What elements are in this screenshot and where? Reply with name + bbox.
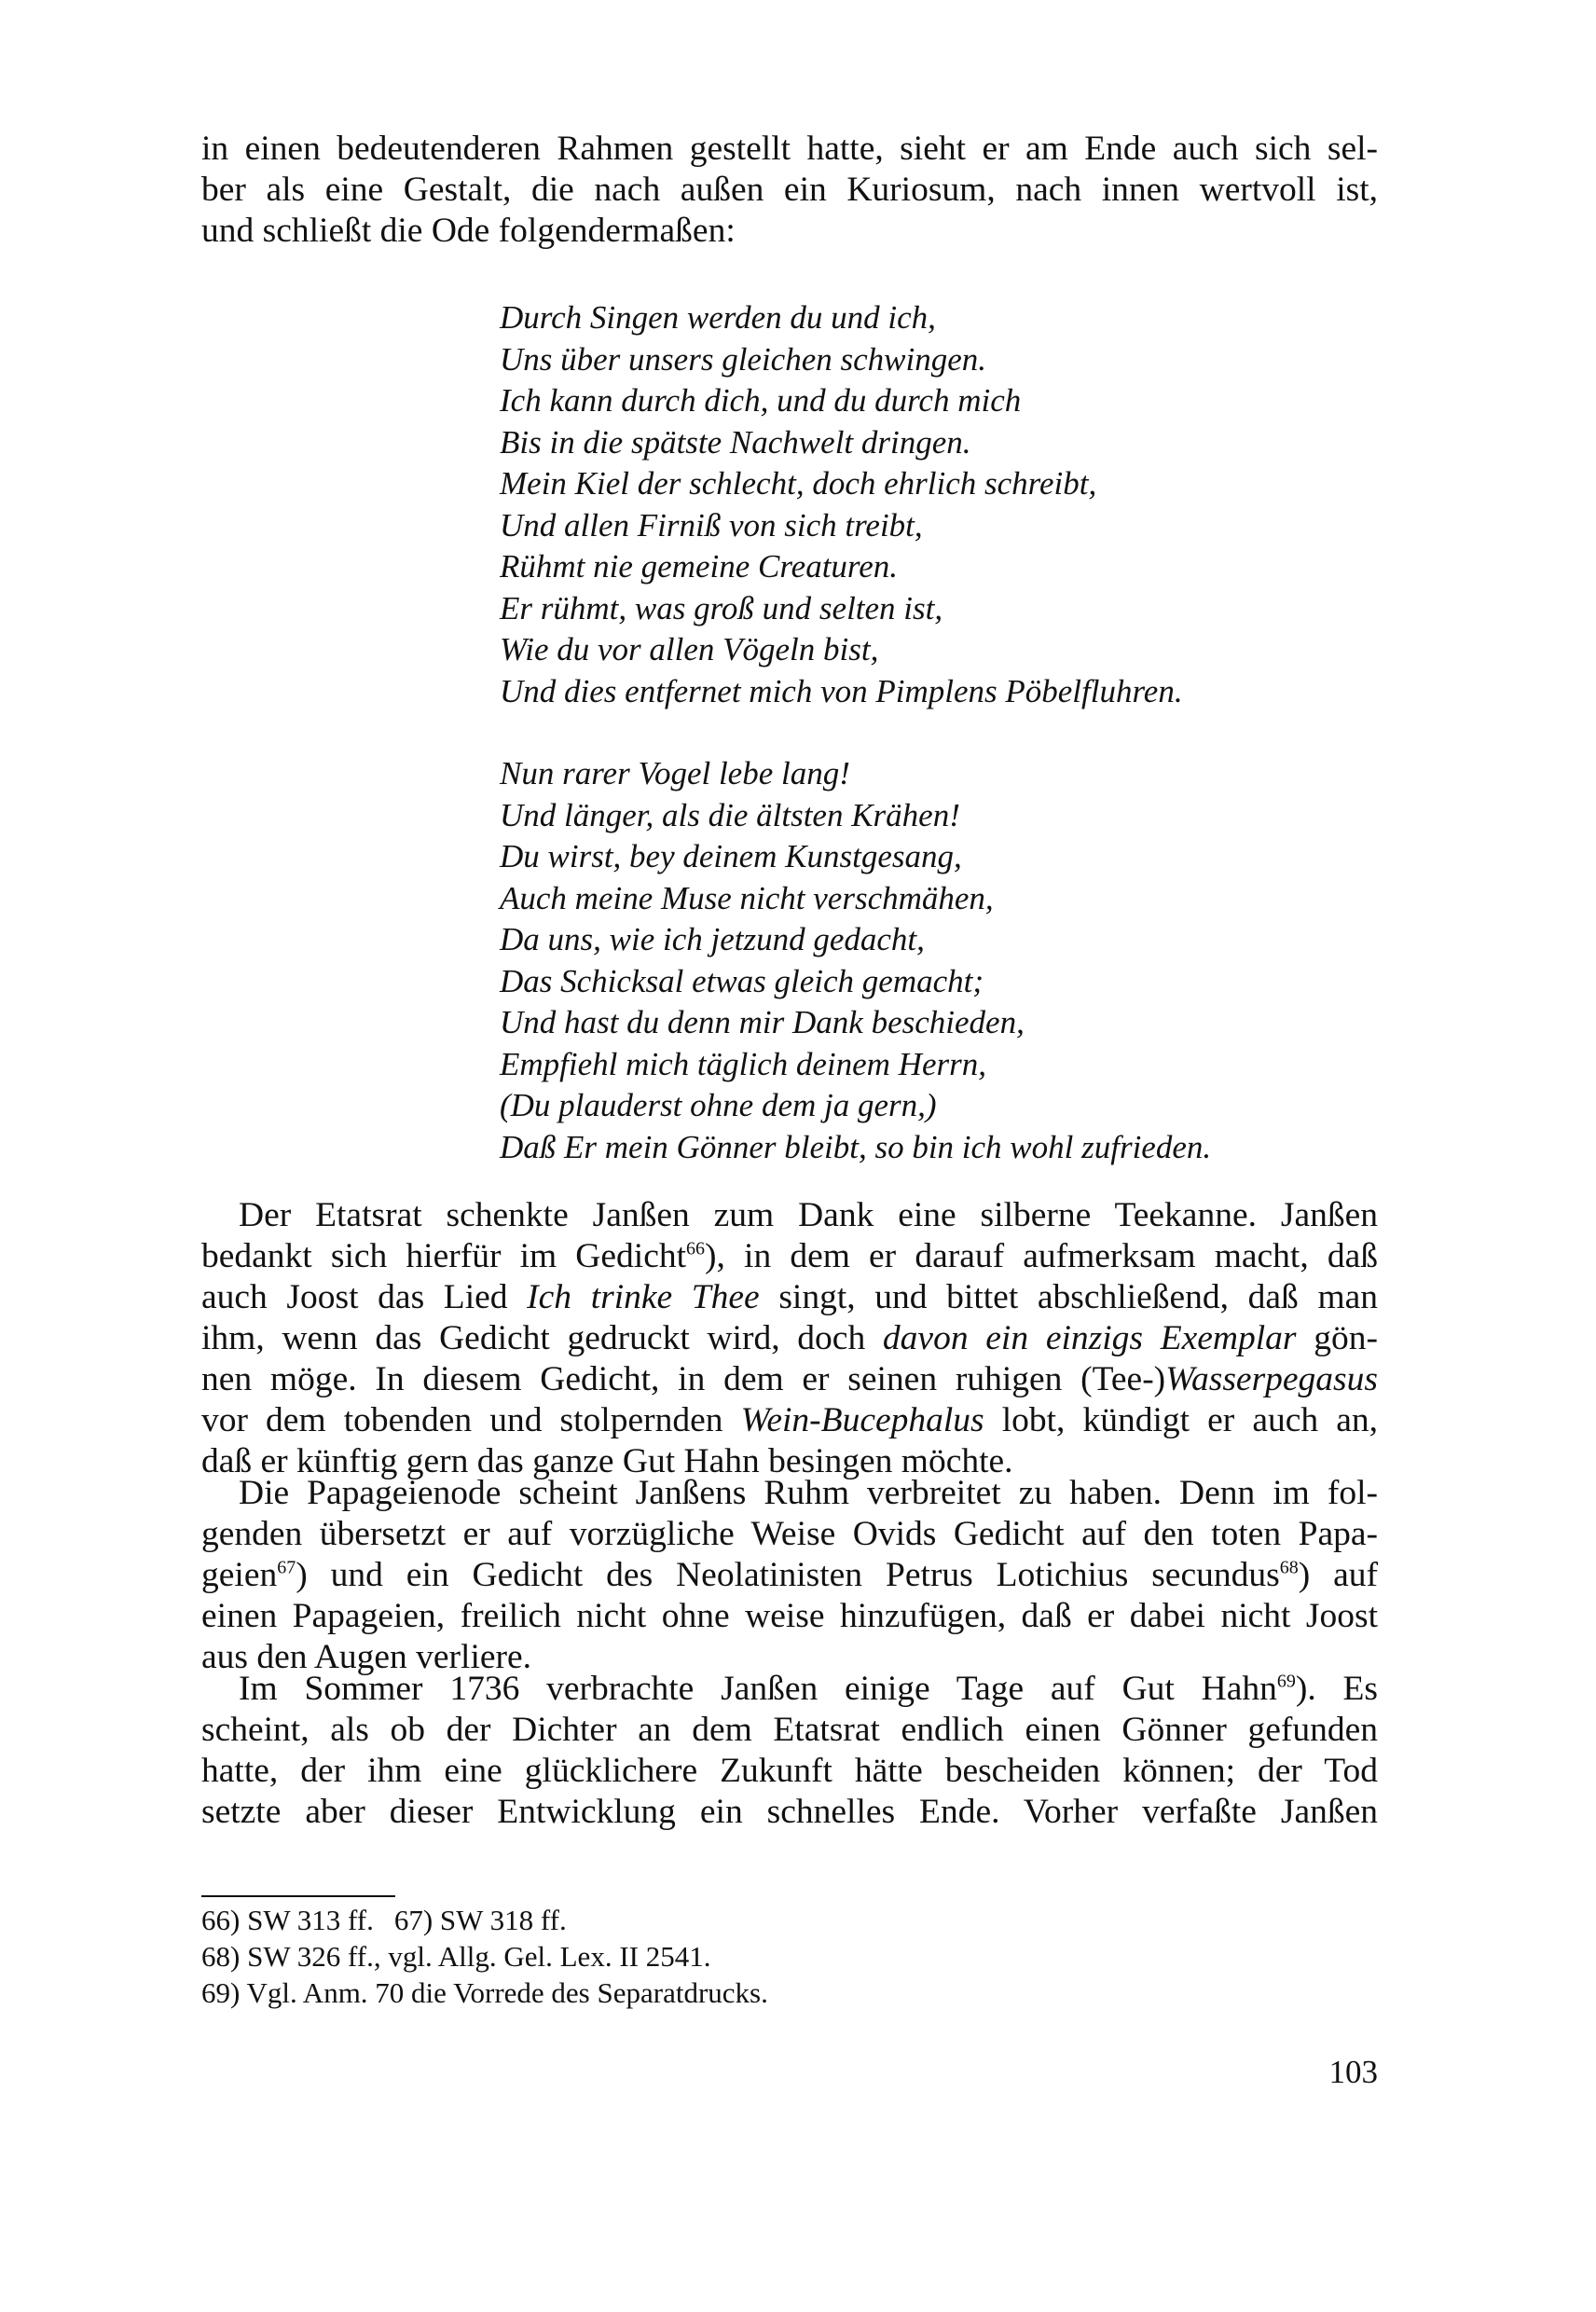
text-line: und schließt die Ode folgendermaßen: <box>201 212 736 250</box>
footnotes <box>201 1902 768 2011</box>
poem-line: Ich kann durch dich, und du durch mich <box>500 382 1022 419</box>
text-line: daß er künftig gern das ganze Gut Hahn besingen möchte. <box>201 1442 1013 1480</box>
text-line <box>201 1555 1378 1596</box>
footnote-ref: 69 <box>1276 1671 1296 1692</box>
footnote-ref: 66 <box>686 1238 706 1259</box>
text-run: ), in dem er darauf aufmerksam macht, daß <box>705 1237 1378 1275</box>
footnote-line <box>201 1902 768 1938</box>
text-run: lobt, kündigt er auch an, <box>984 1401 1378 1439</box>
text-run: vor dem tobenden und stolpernden <box>201 1401 741 1439</box>
poem-stanza-2 <box>500 753 1211 1168</box>
poem-line: Das Schicksal etwas gleich gemacht; <box>500 962 984 999</box>
poem-line: Mein Kiel der schlecht, doch ehrlich schreibt, <box>500 465 1097 502</box>
italic-term: Wasserpegasus <box>1165 1360 1378 1398</box>
poem-line: Und dies entfernet mich von Pimplens Pöbelfluhren. <box>500 672 1183 709</box>
poem-line: Du wirst, bey deinem Kunstgesang, <box>500 838 962 874</box>
text-line <box>201 1236 1378 1277</box>
paragraph-teekanne <box>201 1195 1378 1482</box>
poem-line: Durch Singen werden du und ich, <box>500 299 936 336</box>
poem-line: Und länger, als die ältsten Krähen! <box>500 796 960 833</box>
text-line: hatte, der ihm eine glücklichere Zukunft hätte bescheiden können; der Tod <box>201 1752 1378 1790</box>
text-run: auch Joost das Lied <box>201 1278 528 1316</box>
intro-paragraph <box>201 129 1378 252</box>
footnote-ref: 68 <box>1279 1557 1299 1578</box>
italic-term: Wein-Bucephalus <box>740 1401 984 1439</box>
footnote-divider <box>201 1895 395 1897</box>
text-run: ) und ein Gedicht des Neolatinisten Petrus Lotichius secundus <box>296 1556 1280 1594</box>
footnote-ref: 67 <box>277 1557 296 1578</box>
text-line <box>201 1400 1378 1441</box>
poem-line: Wie du vor allen Vögeln bist, <box>500 631 879 667</box>
text-run: singt, und bittet abschließend, daß man <box>759 1278 1379 1316</box>
text-line: ber als eine Gestalt, die nach außen ein Kuriosum, nach innen wertvoll ist, <box>201 171 1378 209</box>
poem-line: (Du plauderst ohne dem ja gern,) <box>500 1087 937 1123</box>
text-line: in einen bedeutenderen Rahmen gestellt hatte, sieht er am Ende auch sich sel- <box>201 130 1378 168</box>
poem-line: Er rühmt, was groß und selten ist, <box>500 589 943 626</box>
text-line <box>201 1669 1378 1710</box>
text-run: Im Sommer 1736 verbrachte Janßen einige Tage auf Gut Hahn <box>239 1670 1277 1708</box>
text-run: ). Es <box>1295 1670 1378 1708</box>
poem-line: Uns über unsers gleichen schwingen. <box>500 340 987 378</box>
text-line <box>201 1277 1378 1318</box>
footnote-69: 69) Vgl. Anm. 70 die Vorrede des Separatdrucks. <box>201 1976 768 2009</box>
poem-line: Und hast du denn mir Dank beschieden, <box>500 1004 1025 1040</box>
text-line: Der Etatsrat schenkte Janßen zum Dank eine silberne Teekanne. Janßen <box>239 1196 1378 1234</box>
page-number: 103 <box>1328 2054 1378 2090</box>
poem-line: Und allen Firniß von sich treibt, <box>500 506 923 544</box>
text-run: geien <box>201 1556 278 1594</box>
text-line: aus den Augen verliere. <box>201 1638 532 1676</box>
text-run: nen möge. In diesem Gedicht, in dem er seinen ruhigen (Tee-) <box>201 1360 1166 1398</box>
italic-quote: davon ein einzigs Exemplar <box>882 1319 1297 1357</box>
text-run: ) auf <box>1298 1556 1378 1594</box>
poem-line: Rühmt nie gemeine Creaturen. <box>500 548 899 585</box>
text-line: einen Papageien, freilich nicht ohne weise hinzufügen, daß er dabei nicht Joost <box>201 1597 1378 1635</box>
text-line: genden übersetzt er auf vorzügliche Weise Ovids Gedicht auf den toten Papa- <box>201 1515 1378 1553</box>
text-run: bedankt sich hierfür im Gedicht <box>201 1237 687 1275</box>
poem-line: Auch meine Muse nicht verschmähen, <box>500 879 994 916</box>
paragraph-sommer-1736 <box>201 1669 1378 1833</box>
text-run: gön- <box>1296 1319 1378 1357</box>
text-line <box>201 1318 1378 1359</box>
text-line: Die Papageienode scheint Janßens Ruhm verbreitet zu haben. Denn im fol- <box>239 1474 1378 1512</box>
poem-line: Empfiehl mich täglich deinem Herrn, <box>500 1045 986 1082</box>
poem-line: Bis in die spätste Nachwelt dringen. <box>500 423 971 461</box>
paragraph-papageienode <box>201 1473 1378 1678</box>
text-line: scheint, als ob der Dichter an dem Etatsrat endlich einen Gönner gefunden <box>201 1711 1378 1749</box>
text-run: ihm, wenn das Gedicht gedruckt wird, doch <box>201 1319 883 1357</box>
text-line: setzte aber dieser Entwicklung ein schnelles Ende. Vorher verfaßte Janßen <box>201 1793 1378 1831</box>
poem-line: Da uns, wie ich jetzund gedacht, <box>500 921 925 957</box>
poem-line: Daß Er mein Gönner bleibt, so bin ich wohl zufrieden. <box>500 1128 1212 1165</box>
footnote-68: 68) SW 326 ff., vgl. Allg. Gel. Lex. II 2541. <box>201 1940 711 1973</box>
italic-title: Ich trinke Thee <box>527 1278 760 1316</box>
poem-stanza-1 <box>500 297 1183 712</box>
poem-line: Nun rarer Vogel lebe lang! <box>500 755 850 791</box>
footnote-66: 66) SW 313 ff. <box>201 1904 374 1936</box>
footnote-67: 67) SW 318 ff. <box>393 1904 567 1936</box>
text-line <box>201 1359 1378 1400</box>
